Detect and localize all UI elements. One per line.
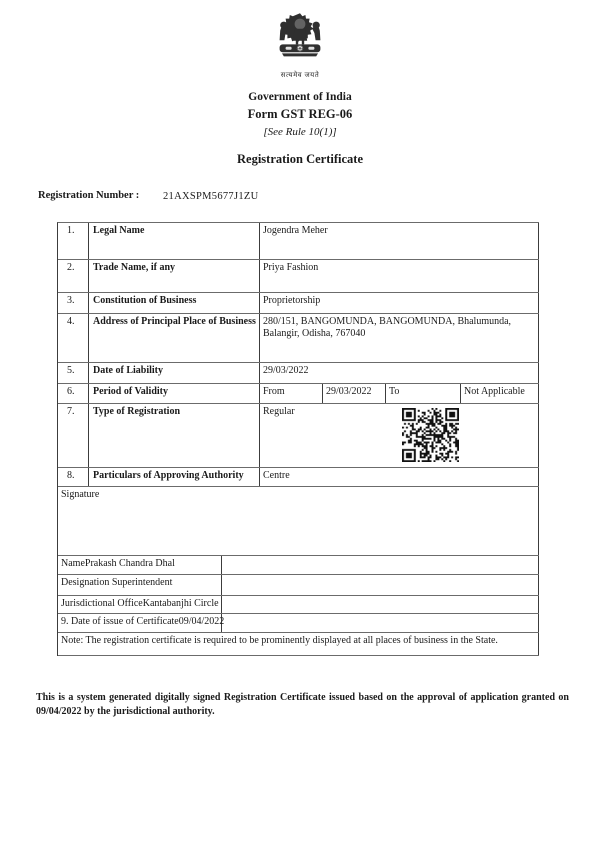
table-row-date-of-liability <box>58 363 539 384</box>
empty-cell <box>222 575 539 595</box>
row-label: Constitution of Business <box>89 293 260 313</box>
validity-from-value: 29/03/2022 <box>323 384 386 403</box>
table-row-legal-name <box>58 223 539 260</box>
row-value: 280/151, BANGOMUNDA, BANGOMUNDA, Bhalumunda, Balangir, Odisha, 767040 <box>260 314 539 362</box>
row-value: 29/03/2022 <box>260 363 539 383</box>
table-row-address <box>58 314 539 363</box>
table-row-note <box>58 633 539 656</box>
validity-to-label: To <box>386 384 461 403</box>
row-label: Date of Liability <box>89 363 260 383</box>
table-row-designation <box>58 575 539 596</box>
approver-designation: Designation Superintendent <box>58 575 222 595</box>
table-row-signature <box>58 487 539 556</box>
empty-cell <box>222 556 539 574</box>
row-sno: 2. <box>58 260 89 292</box>
government-of-india-title: Government of India <box>248 91 352 103</box>
row-sno: 1. <box>58 223 89 259</box>
row-label: Address of Principal Place of Business <box>89 314 260 362</box>
rule-reference: [See Rule 10(1)] <box>263 126 337 138</box>
row-sno: 5. <box>58 363 89 383</box>
table-row-issue-date <box>58 614 539 633</box>
row-sno: 7. <box>58 404 89 467</box>
registration-number-value: 21AXSPM5677J1ZU <box>163 191 259 202</box>
table-row-approving-authority <box>58 468 539 487</box>
india-emblem-icon <box>270 12 330 66</box>
registration-type-value: Regular <box>263 406 295 417</box>
row-label: Period of Validity <box>89 384 260 403</box>
row-value: Priya Fashion <box>260 260 539 292</box>
row-sno: 3. <box>58 293 89 313</box>
digital-signature-statement: This is a system generated digitally signed Registration Certificate issued based on the approval of application granted on 09/04/2022 by the jurisdictional authority. <box>36 692 569 717</box>
row-label: Trade Name, if any <box>89 260 260 292</box>
row-label: Legal Name <box>89 223 260 259</box>
row-value <box>260 384 539 403</box>
qr-code <box>402 408 459 462</box>
row-sno: 6. <box>58 384 89 403</box>
row-value <box>260 404 539 467</box>
row-value: Proprietorship <box>260 293 539 313</box>
emblem-motto: सत्यमेव जयते <box>280 71 320 79</box>
row-sno: 8. <box>58 468 89 486</box>
row-sno: 4. <box>58 314 89 362</box>
empty-cell <box>222 614 539 632</box>
table-row-name <box>58 556 539 575</box>
form-title: Form GST REG-06 <box>247 107 353 121</box>
row-label: Particulars of Approving Authority <box>89 468 260 486</box>
row-value: Jogendra Meher <box>260 223 539 259</box>
emblem-block <box>0 12 600 79</box>
certificate-issue-date: 9. Date of issue of Certificate09/04/2022 <box>58 614 222 632</box>
note-text: Note: The registration certificate is required to be prominently displayed at all places of business in the State. <box>58 633 539 655</box>
jurisdictional-office: Jurisdictional OfficeKantabanjhi Circle <box>58 596 222 613</box>
table-row-type-of-registration <box>58 404 539 468</box>
table-row-trade-name <box>58 260 539 293</box>
registration-number-label: Registration Number : <box>38 190 140 201</box>
certificate-table <box>57 222 539 656</box>
table-row-jurisdictional-office <box>58 596 539 614</box>
row-value: Centre <box>260 468 539 486</box>
table-row-constitution <box>58 293 539 314</box>
validity-from-label: From <box>260 384 323 403</box>
signature-area: Signature <box>58 487 539 555</box>
table-row-period-of-validity <box>58 384 539 404</box>
approver-name: NamePrakash Chandra Dhal <box>58 556 222 574</box>
empty-cell <box>222 596 539 613</box>
validity-to-value: Not Applicable <box>464 386 525 397</box>
certificate-title: Registration Certificate <box>237 152 363 166</box>
row-label: Type of Registration <box>89 404 260 467</box>
